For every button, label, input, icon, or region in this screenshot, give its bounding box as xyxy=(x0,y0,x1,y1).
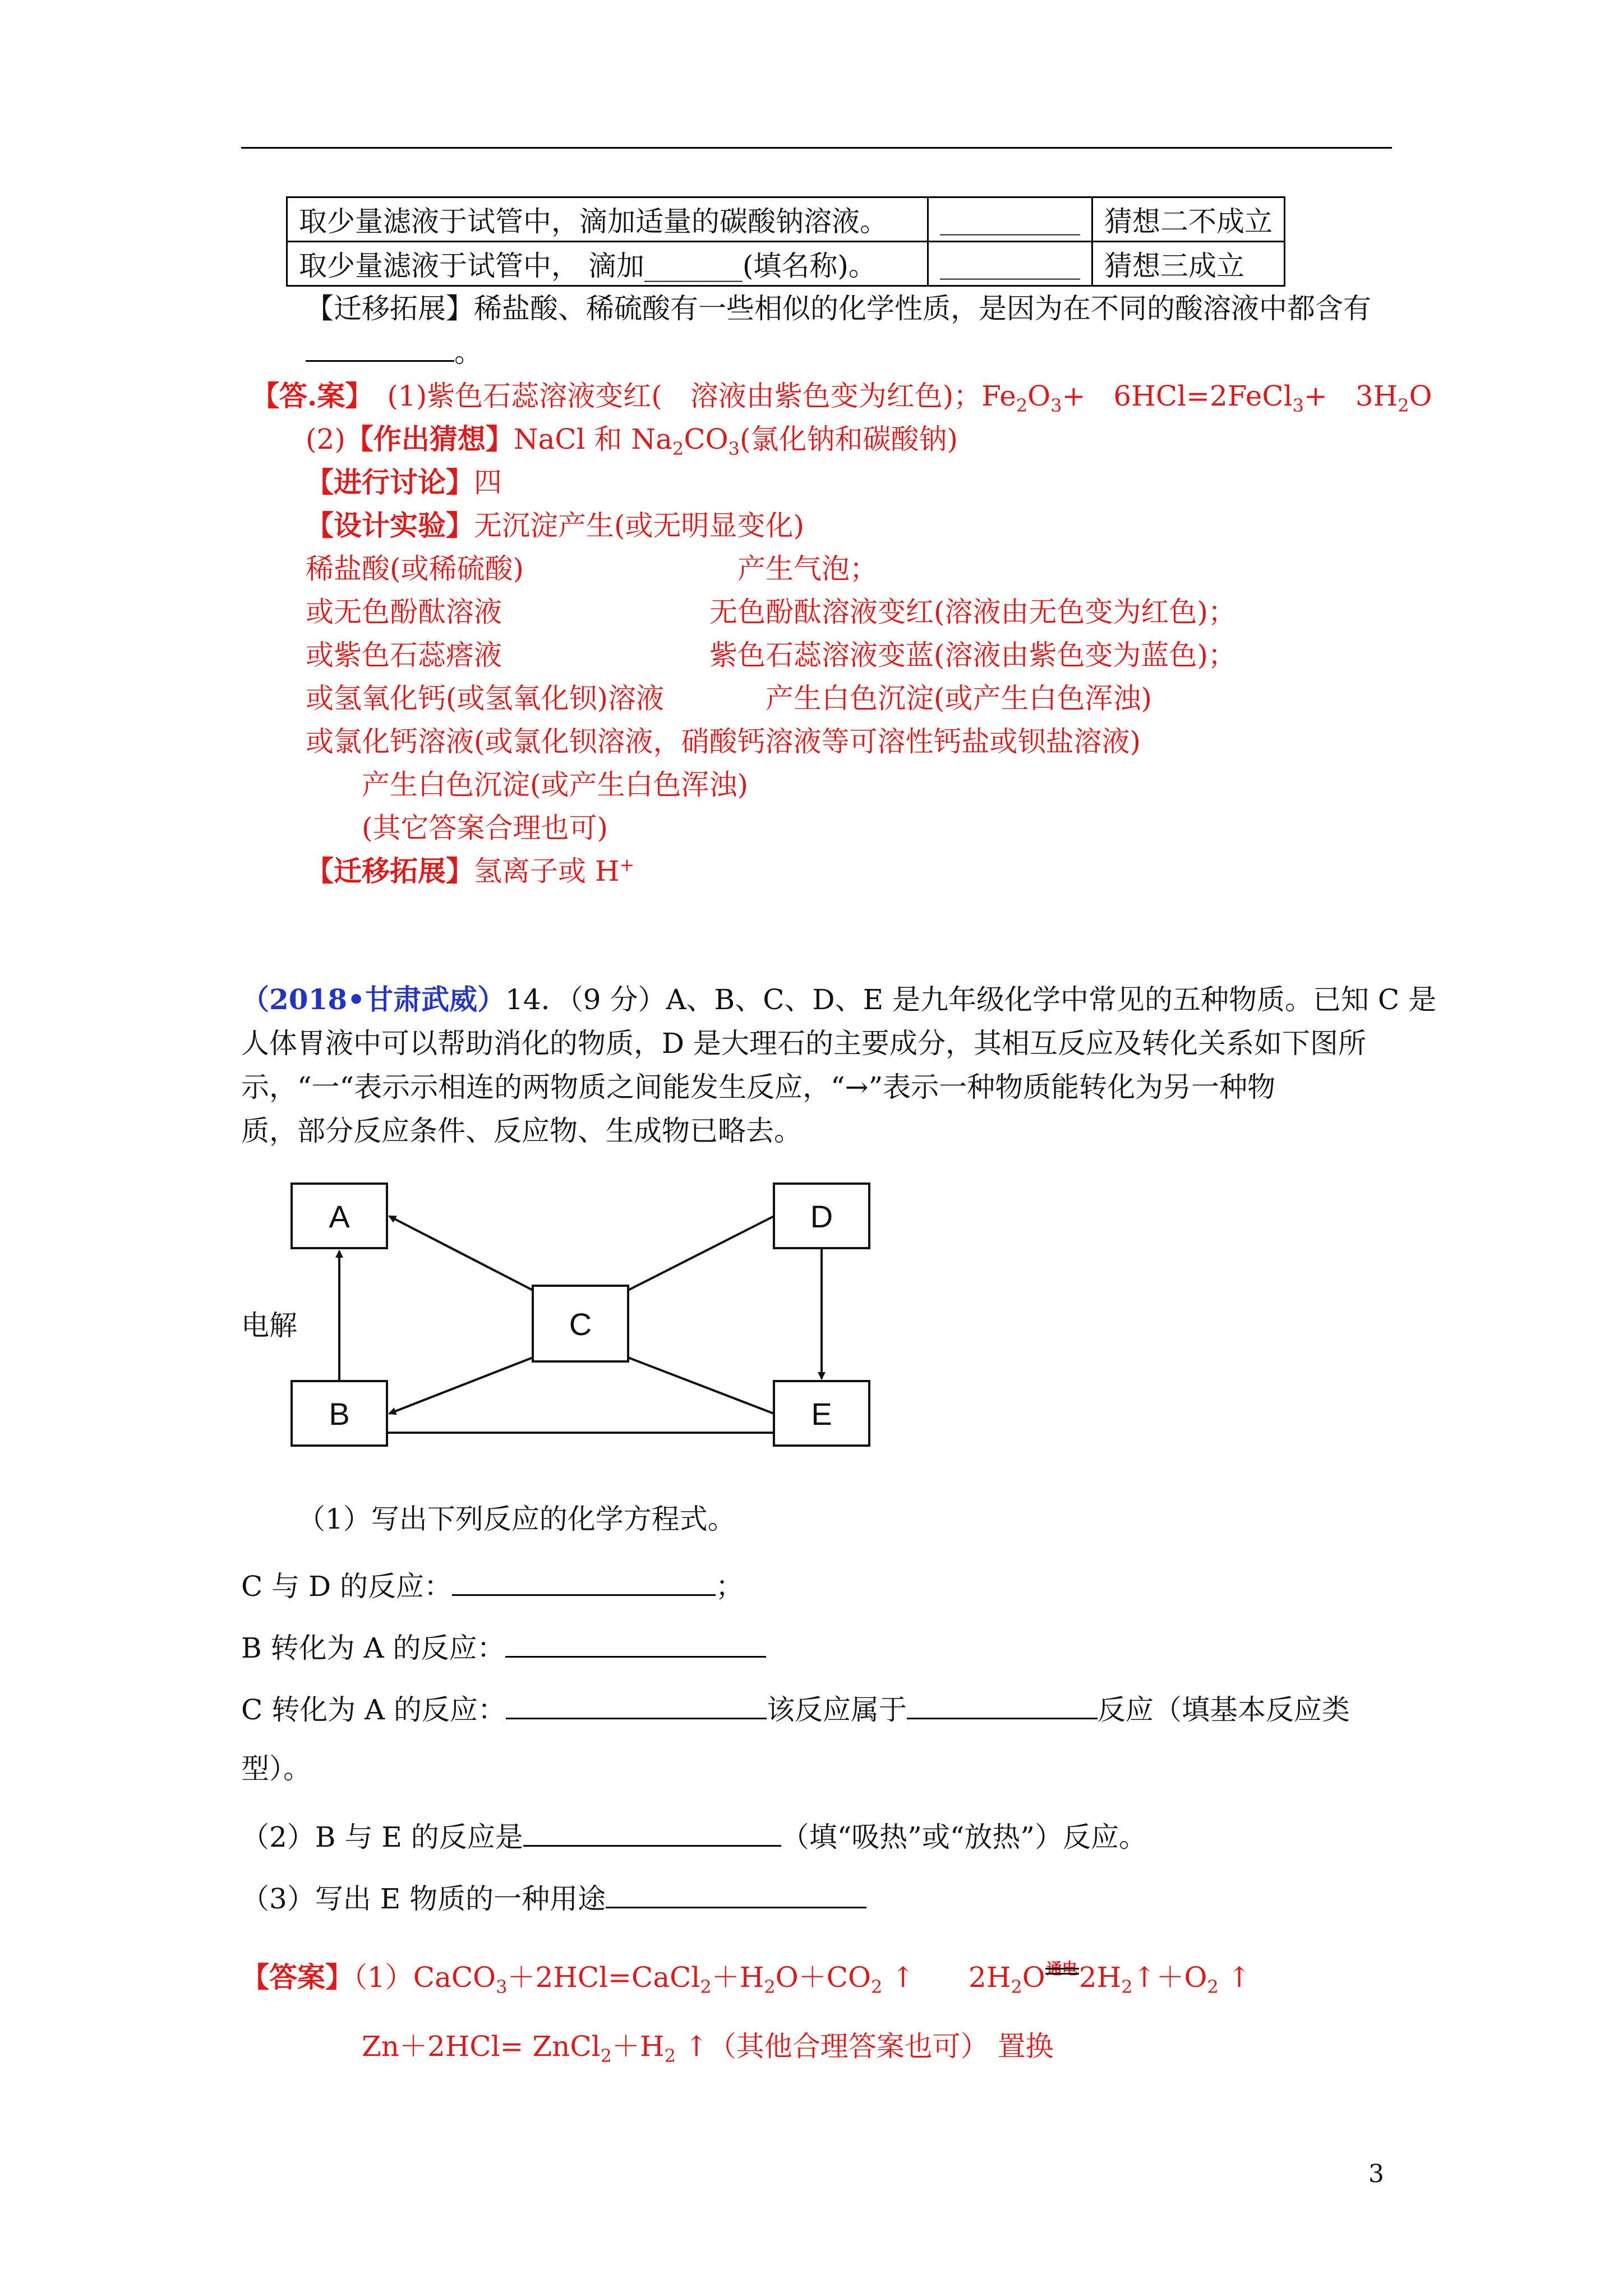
node-label-c: C xyxy=(569,1306,592,1342)
answer1-chloride: 或氯化钙溶液(或氯化钡溶液，硝酸钙溶液等可溶性钙盐或钡盐溶液) xyxy=(306,725,1141,758)
answer1-design: 【设计实验】无沉淀产生(或无明显变化) xyxy=(306,509,805,542)
answer1-line2: (2)【作出猜想】NaCl 和 $Na_2CO_3$(氯化钠和碳酸钠) xyxy=(306,422,958,459)
answer1-precip: 产生白色沉淀(或产生白色浑浊) xyxy=(362,769,749,801)
arrow-c-to-b xyxy=(389,1358,533,1414)
question-line4: 质，部分反应条件、反应物、生成物已略去。 xyxy=(241,1115,802,1147)
page-number: 3 xyxy=(1368,2160,1384,2188)
header-rule xyxy=(241,147,1392,149)
answer1-row-right: 紫色石蕊溶液变蓝(溶液由紫色变为蓝色)； xyxy=(709,639,1237,671)
answer1-transfer: 【迁移拓展】氢离子或 H+ xyxy=(306,854,635,887)
subq-ca: C 转化为 A 的反应： 该反应属于 反应（填基本反应类 xyxy=(241,1688,1350,1731)
node-label-d: D xyxy=(810,1199,833,1234)
answer1-row-left: 或氢氧化钙(或氢氧化钡)溶液 xyxy=(306,682,665,715)
table-row xyxy=(287,242,1285,286)
node-label-e: E xyxy=(811,1396,832,1432)
subq-2: （2）B 与 E 的反应是 （填“吸热”或“放热”）反应。 xyxy=(241,1816,1147,1858)
transfer-line2: 。 xyxy=(306,331,482,374)
answer1-line1: 【答.案】 (1)紫色石蕊溶液变红( 溶液由紫色变为红色)；$Fe_2O_3+$ 6HCl=2FeCl$_3$+ $3H_2O$ xyxy=(251,379,1432,416)
subq-cd: C 与 D 的反应： ； xyxy=(241,1565,744,1608)
table-row xyxy=(287,197,1285,242)
electrolysis-equals-sign: 通电 xyxy=(1046,1959,1078,1978)
table-cell-step: 取少量滤液于试管中，滴加适量的碳酸钠溶液。 xyxy=(287,197,928,242)
question-line3: 示，“一“表示示相连的两物质之间能发生反应，“→”表示一种物质能转化为另一种物 xyxy=(241,1071,1276,1103)
question-line2: 人体胃液中可以帮助消化的物质，D 是大理石的主要成分，其相互反应及转化关系如下图所 xyxy=(241,1027,1366,1060)
answer1-discuss: 【进行讨论】四 xyxy=(306,466,502,499)
subq-ca-end: 型）。 xyxy=(241,1752,311,1785)
table-cell-phenomenon: __________ xyxy=(928,242,1092,286)
table-cell-conclusion: 猜想三成立 xyxy=(1092,242,1285,286)
answer1-row-right: 产生气泡； xyxy=(737,553,878,585)
line-c-e xyxy=(628,1358,774,1414)
question-line1: （2018•甘肃武威）14．（9 分）A、B、C、D、E 是九年级化学中常见的五种物质。已知 C 是 xyxy=(241,983,1437,1016)
edge-label-electrolysis: 电解 xyxy=(241,1309,297,1342)
answer1-row-left: 或无色酚酞溶液 xyxy=(306,596,502,628)
answer2-line2: $Zn+2HCl= ZnCl_2+H_2$ ↑（其他合理答案也可） 置换 xyxy=(362,2030,1054,2067)
experiment-table xyxy=(286,196,1285,287)
reaction-diagram xyxy=(241,1167,925,1470)
answer1-row-left: 或紫色石蕊瘩液 xyxy=(306,639,502,671)
node-label-a: A xyxy=(329,1199,350,1234)
answer1-row-right: 产生白色沉淀(或产生白色浑浊) xyxy=(766,682,1152,715)
transfer-line1: 【迁移拓展】稀盐酸、稀硫酸有一些相似的化学性质，是因为在不同的酸溶液中都含有 xyxy=(306,292,1371,325)
table-cell-phenomenon: __________ xyxy=(928,197,1092,242)
answer1-row-right: 无色酚酞溶液变红(溶液由无色变为红色)； xyxy=(709,596,1237,628)
answer2-line1: 【答案】$(1)CaCO_3+2HCl=CaCl_2+H_2O+CO_2$ ↑ $2H_2O$ 通电 $2H_2↑+O_2$ ↑ xyxy=(241,1959,1251,1998)
answer1-row-left: 稀盐酸(或稀硫酸) xyxy=(306,553,524,585)
table-cell-step: 取少量滤液于试管中， 滴加_______(填名称)。 xyxy=(287,242,928,286)
table-cell-conclusion: 猜想二不成立 xyxy=(1092,197,1285,242)
arrow-c-to-a xyxy=(389,1216,533,1290)
answer1-other: (其它答案合理也可) xyxy=(362,812,608,844)
subq-ba: B 转化为 A 的反应： xyxy=(241,1627,766,1669)
subq-1: （1）写出下列反应的化学方程式。 xyxy=(297,1503,736,1535)
line-c-d xyxy=(628,1216,774,1290)
node-label-b: B xyxy=(329,1396,350,1432)
subq-3: （3）写出 E 物质的一种用途 xyxy=(241,1878,866,1920)
